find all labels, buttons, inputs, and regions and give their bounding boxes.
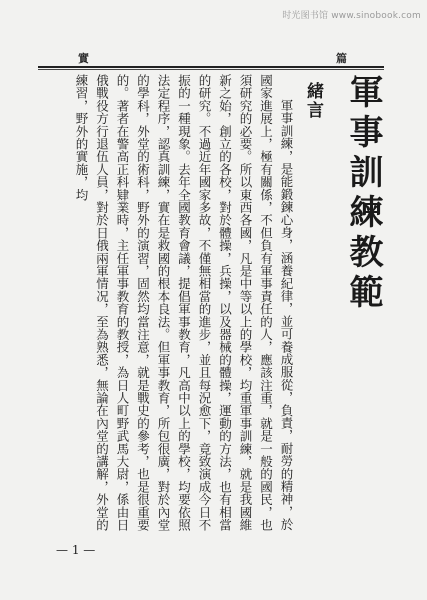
running-header-left: 實 bbox=[78, 52, 89, 65]
watermark-text: 时光图书馆 www.sinobook.com bbox=[282, 11, 421, 21]
vertical-text-body bbox=[48, 74, 386, 540]
chapter-title: 軍事訓練教範 bbox=[343, 74, 383, 314]
page-number: — 1 — bbox=[56, 543, 96, 557]
running-header-right: 篇 bbox=[336, 52, 347, 65]
header-rule-thin bbox=[38, 69, 384, 70]
section-title: 緒言 bbox=[303, 82, 323, 120]
header-rule bbox=[38, 66, 384, 68]
body-paragraph: 軍事訓練，是能鍛鍊心身，涵養紀律，並可養成服從，負責，耐勞的精神，於國家進展上，極有關係，不但負有軍事責任的人，應該注重，就是一般的國民，也須研究的必要。所以東西各國，凡是中等以上的學校，均重軍事訓練，就是我國維新之始，創立的各校，對於體操，兵操，以及器械的體操，運動的方法，也有相當的研究。不過近年國家多故，不僅無相當的進步，並且每況愈下，竟致演成今日不振的一種現象。去年全國教育會議，提倡軍事教育，凡高中以上的學校，均要依照法定程序，認真訓練，實在是救國的根本良法。但軍事教育，所包很廣，對於內堂的學科，外堂的術科，野外的演習，固然均當注意，就是戰史的參考，也是很重要的。著者在警高正科肄業時，主任軍事教育的教授，為日人町野武馬大尉，係由日俄戰役方行退伍人員，對於日俄兩軍情况，至為熟悉，無論在內堂的講解，外堂的練習，野外的實施，均 bbox=[74, 74, 294, 532]
